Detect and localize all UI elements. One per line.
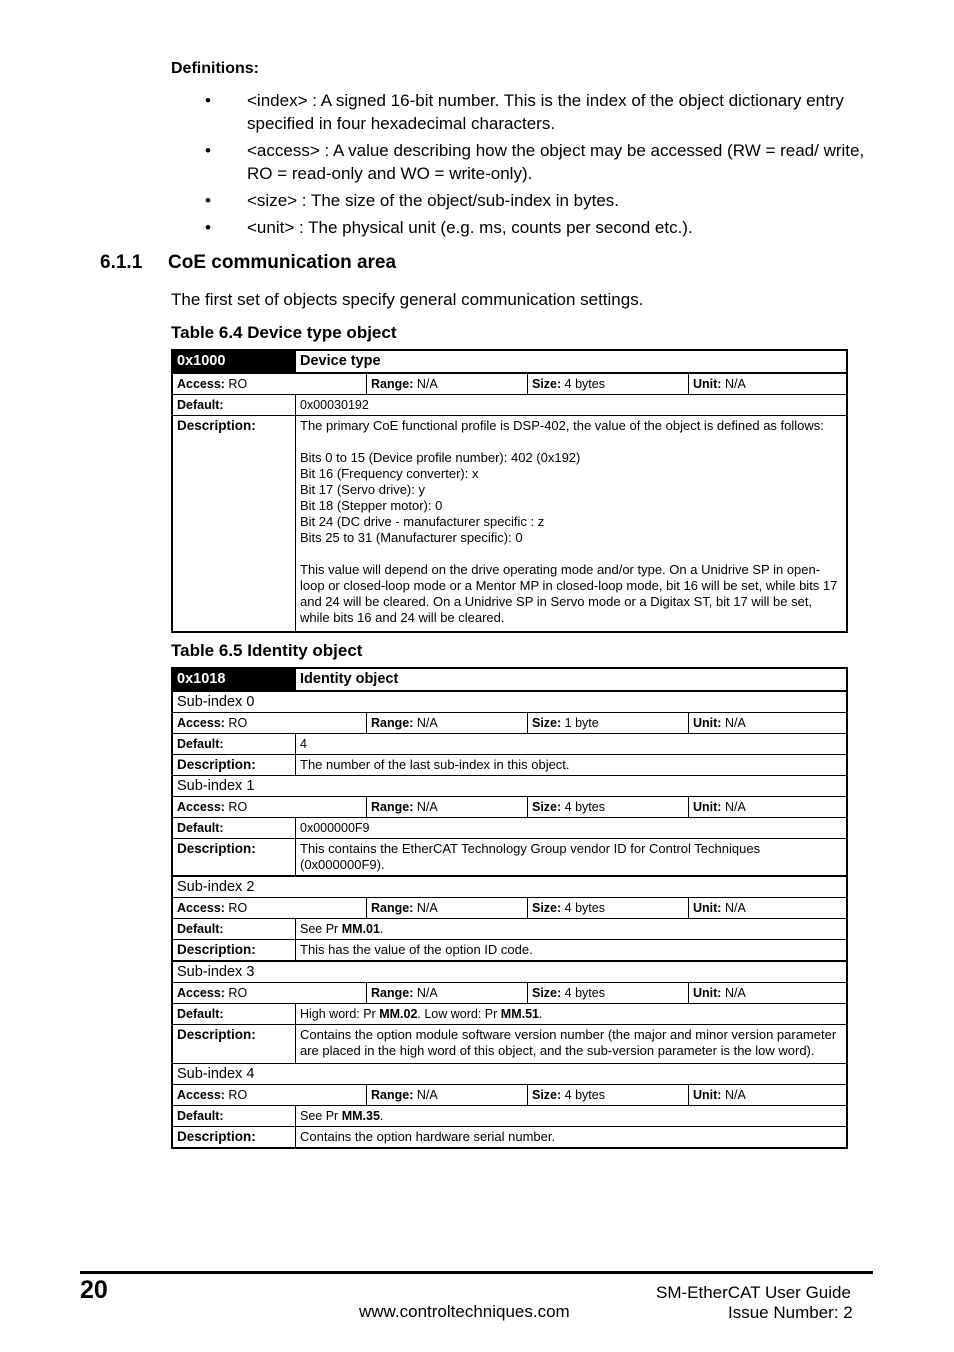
access-value: RO bbox=[224, 800, 248, 814]
description-value: This has the value of the option ID code. bbox=[296, 940, 848, 962]
range-value: N/A bbox=[413, 1088, 438, 1102]
footer-issue-number: Issue Number: 2 bbox=[728, 1303, 853, 1322]
access-label: Access: bbox=[177, 716, 225, 730]
access-cell bbox=[172, 1085, 367, 1106]
description-label: Description: bbox=[172, 1025, 296, 1064]
unit-cell bbox=[689, 713, 848, 734]
description-bit: Bit 18 (Stepper motor): 0 bbox=[300, 498, 443, 513]
unit-label: Unit: bbox=[693, 800, 722, 814]
sub-index-title: Sub-index 1 bbox=[172, 776, 847, 797]
description-value: The number of the last sub-index in this object. bbox=[296, 755, 848, 776]
object-index: 0x1018 bbox=[172, 668, 296, 691]
unit-label: Unit: bbox=[693, 1088, 722, 1102]
range-label: Range: bbox=[371, 901, 414, 915]
table-caption-identity: Table 6.5 Identity object bbox=[171, 641, 363, 660]
size-value: 4 bytes bbox=[561, 901, 605, 915]
access-label: Access: bbox=[177, 1088, 225, 1102]
range-value: N/A bbox=[413, 986, 438, 1000]
description-value: This contains the EtherCAT Technology Group vendor ID for Control Techniques (0x000000F9). bbox=[296, 839, 848, 877]
unit-cell bbox=[689, 373, 848, 395]
default-text: . bbox=[379, 922, 384, 936]
range-value: N/A bbox=[413, 901, 438, 915]
default-value: 0x00030192 bbox=[296, 395, 848, 416]
range-value: N/A bbox=[413, 716, 438, 730]
range-label: Range: bbox=[371, 800, 414, 814]
size-label: Size: bbox=[532, 377, 562, 391]
bullet-icon: • bbox=[205, 218, 211, 237]
unit-label: Unit: bbox=[693, 901, 722, 915]
default-text: . bbox=[538, 1007, 543, 1021]
range-label: Range: bbox=[371, 716, 414, 730]
default-text: . Low word: Pr bbox=[417, 1007, 501, 1021]
size-value: 4 bytes bbox=[561, 800, 605, 814]
definition-text: <access> : A value describing how the object may be accessed (RW = read/ write, RO = read-only and WO = write-only). bbox=[247, 141, 865, 183]
size-cell bbox=[528, 713, 689, 734]
description-bit: Bit 24 (DC drive - manufacturer specific : z bbox=[300, 514, 545, 529]
parameter-ref: MM.02 bbox=[379, 1007, 418, 1021]
unit-cell bbox=[689, 797, 848, 818]
access-cell bbox=[172, 898, 367, 919]
unit-label: Unit: bbox=[693, 986, 722, 1000]
object-name: Identity object bbox=[296, 668, 848, 691]
default-value: 4 bbox=[296, 734, 848, 755]
description-value: Contains the option module software version number (the major and minor version parameter are placed in the high word of this object, and the sub-version parameter is the low word). bbox=[296, 1025, 848, 1064]
description-intro: The primary CoE functional profile is DSP-402, the value of the object is defined as follows: bbox=[300, 418, 824, 433]
description-label: Description: bbox=[172, 1127, 296, 1149]
size-cell bbox=[528, 373, 689, 395]
footer-guide-title: SM-EtherCAT User Guide bbox=[656, 1283, 851, 1302]
default-label: Default: bbox=[172, 919, 296, 940]
access-label: Access: bbox=[177, 377, 225, 391]
parameter-ref: MM.51 bbox=[500, 1007, 539, 1021]
unit-value: N/A bbox=[721, 377, 746, 391]
size-cell bbox=[528, 1085, 689, 1106]
access-value: RO bbox=[224, 377, 248, 391]
range-label: Range: bbox=[371, 986, 414, 1000]
table-caption-device-type: Table 6.4 Device type object bbox=[171, 323, 397, 342]
access-value: RO bbox=[224, 901, 248, 915]
description-bit: Bits 0 to 15 (Device profile number): 402 (0x192) bbox=[300, 450, 581, 465]
access-cell bbox=[172, 373, 367, 395]
object-name: Device type bbox=[296, 350, 848, 373]
sub-index-title: Sub-index 0 bbox=[172, 691, 847, 713]
definition-text: <size> : The size of the object/sub-index in bytes. bbox=[247, 191, 620, 210]
default-value bbox=[296, 1004, 848, 1025]
list-item bbox=[171, 216, 871, 239]
footer-rule bbox=[80, 1271, 873, 1274]
range-cell bbox=[367, 983, 528, 1004]
description-label: Description: bbox=[172, 416, 296, 633]
range-cell bbox=[367, 373, 528, 395]
description-label: Description: bbox=[172, 839, 296, 877]
size-cell bbox=[528, 983, 689, 1004]
size-label: Size: bbox=[532, 716, 562, 730]
access-label: Access: bbox=[177, 986, 225, 1000]
description-bit: Bit 16 (Frequency converter): x bbox=[300, 466, 479, 481]
parameter-ref: MM.35 bbox=[341, 1109, 380, 1123]
section-intro: The first set of objects specify general communication settings. bbox=[171, 290, 644, 309]
identity-table bbox=[171, 667, 848, 1149]
unit-label: Unit: bbox=[693, 716, 722, 730]
bullet-icon: • bbox=[205, 141, 211, 160]
object-index: 0x1000 bbox=[172, 350, 296, 373]
definition-text: <unit> : The physical unit (e.g. ms, counts per second etc.). bbox=[247, 218, 693, 237]
default-text: See Pr bbox=[300, 1109, 342, 1123]
default-value: 0x000000F9 bbox=[296, 818, 848, 839]
access-label: Access: bbox=[177, 901, 225, 915]
sub-index-title: Sub-index 3 bbox=[172, 961, 847, 983]
default-value bbox=[296, 1106, 848, 1127]
description-value bbox=[296, 416, 848, 633]
size-label: Size: bbox=[532, 901, 562, 915]
description-value: Contains the option hardware serial number. bbox=[296, 1127, 848, 1149]
device-type-table bbox=[171, 349, 848, 633]
range-value: N/A bbox=[413, 800, 438, 814]
definitions-heading: Definitions: bbox=[171, 60, 259, 77]
size-value: 1 byte bbox=[561, 716, 599, 730]
list-item bbox=[171, 189, 871, 212]
description-bit: Bits 25 to 31 (Manufacturer specific): 0 bbox=[300, 530, 523, 545]
access-value: RO bbox=[224, 1088, 248, 1102]
unit-value: N/A bbox=[721, 716, 746, 730]
access-label: Access: bbox=[177, 800, 225, 814]
unit-cell bbox=[689, 1085, 848, 1106]
size-value: 4 bytes bbox=[561, 1088, 605, 1102]
description-bit: Bit 17 (Servo drive): y bbox=[300, 482, 425, 497]
default-label: Default: bbox=[172, 1004, 296, 1025]
unit-value: N/A bbox=[721, 986, 746, 1000]
default-text: High word: Pr bbox=[300, 1007, 380, 1021]
size-cell bbox=[528, 898, 689, 919]
bullet-icon: • bbox=[205, 91, 211, 110]
parameter-ref: MM.01 bbox=[341, 922, 380, 936]
description-label: Description: bbox=[172, 755, 296, 776]
range-label: Range: bbox=[371, 1088, 414, 1102]
access-cell bbox=[172, 983, 367, 1004]
section-title: CoE communication area bbox=[168, 252, 397, 273]
access-cell bbox=[172, 713, 367, 734]
access-value: RO bbox=[224, 986, 248, 1000]
unit-value: N/A bbox=[721, 800, 746, 814]
unit-value: N/A bbox=[721, 901, 746, 915]
size-cell bbox=[528, 797, 689, 818]
default-label: Default: bbox=[172, 818, 296, 839]
range-cell bbox=[367, 1085, 528, 1106]
bullet-icon: • bbox=[205, 191, 211, 210]
description-note: This value will depend on the drive operating mode and/or type. On a Unidrive SP in open-loop or closed-loop mode or a Mentor MP in closed-loop mode, bit 16 will be set, while bits 17 and 24 will be cleared. On a Unidrive SP in Servo mode or a Digitax ST, bit 17 will be set, while bits 16 and 24 will be cleared. bbox=[300, 562, 838, 625]
size-value: 4 bytes bbox=[561, 377, 605, 391]
definition-text: <index> : A signed 16-bit number. This is the index of the object dictionary entry specified in four hexadecimal characters. bbox=[247, 91, 844, 133]
unit-value: N/A bbox=[721, 1088, 746, 1102]
size-value: 4 bytes bbox=[561, 986, 605, 1000]
list-item bbox=[171, 139, 871, 185]
section-number: 6.1.1 bbox=[100, 252, 143, 273]
size-label: Size: bbox=[532, 800, 562, 814]
footer-website: www.controltechniques.com bbox=[359, 1302, 570, 1321]
size-label: Size: bbox=[532, 986, 562, 1000]
list-item bbox=[171, 89, 871, 135]
default-label: Default: bbox=[172, 395, 296, 416]
sub-index-title: Sub-index 2 bbox=[172, 876, 847, 898]
range-cell bbox=[367, 797, 528, 818]
default-label: Default: bbox=[172, 734, 296, 755]
access-value: RO bbox=[224, 716, 248, 730]
default-label: Default: bbox=[172, 1106, 296, 1127]
sub-index-title: Sub-index 4 bbox=[172, 1064, 847, 1085]
description-label: Description: bbox=[172, 940, 296, 962]
page-number: 20 bbox=[80, 1276, 108, 1304]
unit-cell bbox=[689, 898, 848, 919]
unit-label: Unit: bbox=[693, 377, 722, 391]
size-label: Size: bbox=[532, 1088, 562, 1102]
default-value bbox=[296, 919, 848, 940]
range-cell bbox=[367, 898, 528, 919]
unit-cell bbox=[689, 983, 848, 1004]
default-text: See Pr bbox=[300, 922, 342, 936]
access-cell bbox=[172, 797, 367, 818]
default-text: . bbox=[379, 1109, 384, 1123]
range-label: Range: bbox=[371, 377, 414, 391]
definitions-list bbox=[171, 89, 871, 243]
range-cell bbox=[367, 713, 528, 734]
range-value: N/A bbox=[413, 377, 438, 391]
